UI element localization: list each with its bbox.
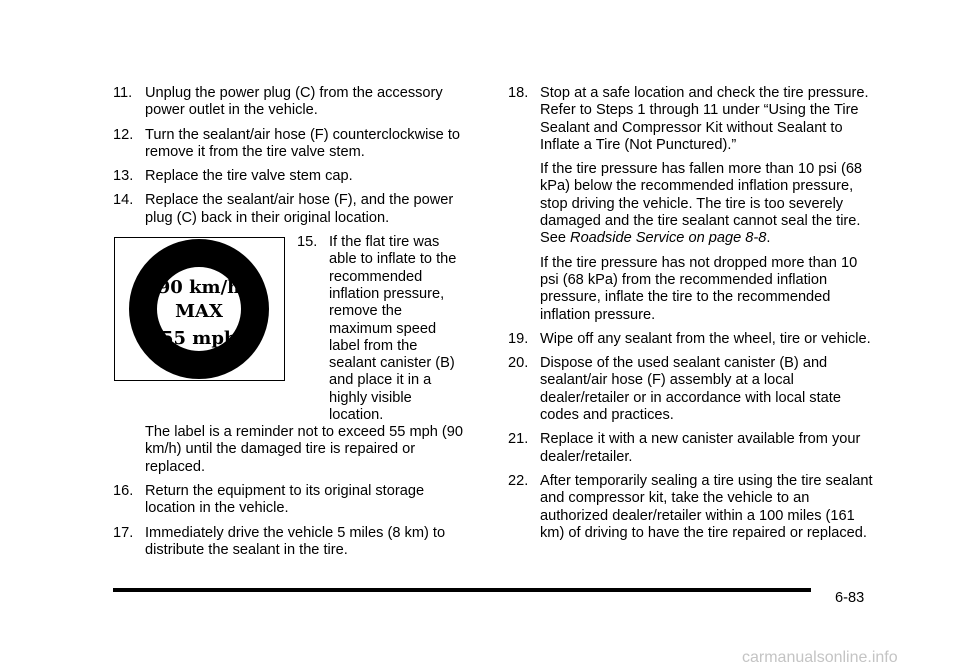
- step-15-block: [113, 234, 473, 424]
- step-18-pressure-ok: If the tire pressure has not dropped more than 10 psi (68 kPa) from the recommended inflation pressure, inflate the tire to the recommended inflation pressure.: [540, 254, 858, 323]
- step-text: After temporarily sealing a tire using the tire sealant and compressor kit, take the vehicle to an authorized dealer/retailer within a 100 miles (161 km) of driving to have the tire repaired or replaced.: [540, 472, 873, 541]
- step-18-pressure-fallen: [508, 161, 873, 247]
- step-number: 21.: [508, 431, 529, 448]
- step-21: [508, 431, 873, 466]
- step-text: Stop at a safe location and check the tire pressure. Refer to Steps 1 through 11 under “Using the Tire Sealant and Compressor Kit without Sealant to Inflate a Tire (Not Punctured).”: [540, 85, 869, 153]
- step-number: 14.: [113, 192, 134, 209]
- right-column: [508, 85, 873, 549]
- step-number: 18.: [508, 85, 529, 101]
- step-11: [113, 85, 473, 120]
- step-18: [508, 85, 873, 154]
- max-speed-label-figure: [114, 237, 285, 381]
- step-number: 11.: [113, 85, 133, 101]
- step-text: Dispose of the used sealant canister (B) and sealant/air hose (F) assembly at a local dealer/retailer or in accordance with local state codes and practices.: [540, 355, 841, 424]
- footer-rule: [113, 588, 811, 592]
- step-13: [113, 168, 473, 185]
- step-number: 16.: [113, 482, 134, 499]
- step-text: Turn the sealant/air hose (F) counterclockwise to remove it from the tire valve stem.: [145, 126, 460, 160]
- speed-label-illustration: [115, 238, 283, 379]
- step-number: 15.: [297, 234, 318, 251]
- step-text: Return the equipment to its original storage location in the vehicle.: [145, 482, 425, 517]
- step-number: 20.: [508, 355, 529, 372]
- label-max-text: MAX: [175, 301, 223, 323]
- step-text: Unplug the power plug (C) from the accessory power outlet in the vehicle.: [145, 85, 443, 119]
- paragraph-end: .: [766, 230, 771, 247]
- step-number: 19.: [508, 330, 529, 347]
- page-number: 6-83: [835, 590, 865, 606]
- step-text: Immediately drive the vehicle 5 miles (8 km) to distribute the sealant in the tire.: [145, 524, 446, 558]
- step-number: 17.: [113, 524, 134, 541]
- step-15: [297, 234, 467, 424]
- left-column: [113, 85, 473, 566]
- step-number: 12.: [113, 126, 134, 143]
- label-note: The label is a reminder not to exceed 55 mph (90 km/h) until the damaged tire is repaired or replaced.: [145, 424, 463, 475]
- watermark: carmanualsonline.info: [742, 649, 898, 666]
- step-text: Replace the sealant/air hose (F), and the power plug (C) back in their original location.: [145, 192, 454, 226]
- step-16: [113, 483, 473, 518]
- step-22: [508, 473, 873, 542]
- step-text: Wipe off any sealant from the wheel, tire or vehicle.: [540, 330, 871, 347]
- label-kmh-text: 90 km/h: [157, 277, 241, 299]
- paragraph-text: If the tire pressure has fallen more than 10 psi (68 kPa) below the recommended inflation pressure, stop driving the vehicle. The tire is too severely damaged and the tire sealant cannot seal the tire. See: [540, 161, 863, 247]
- step-number: 13.: [113, 168, 134, 185]
- step-14: [113, 192, 473, 227]
- step-text: If the flat tire was able to inflate to the recommended inflation pressure, remove the maximum speed label from the sealant canister (B) and place it in a highly visible location.: [329, 234, 457, 424]
- step-number: 22.: [508, 472, 529, 489]
- roadside-service-reference: Roadside Service on page 8-8: [570, 230, 767, 247]
- step-text: Replace it with a new canister available from your dealer/retailer.: [540, 431, 861, 465]
- step-19: [508, 331, 873, 348]
- step-17: [113, 525, 473, 560]
- step-text: Replace the tire valve stem cap.: [145, 168, 353, 185]
- label-mph-text: 55 mph: [160, 328, 238, 350]
- step-20: [508, 355, 873, 424]
- step-12: [113, 127, 473, 162]
